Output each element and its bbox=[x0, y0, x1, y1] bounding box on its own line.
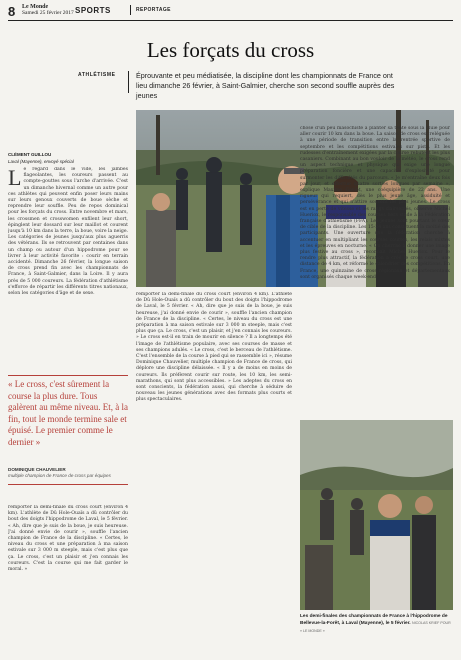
newspaper-brand bbox=[22, 4, 74, 16]
body-column-2: remporter la demi-finale du cross court (environ 4 km). L'athlète de Dû Hole-Ouaïs a dû contrôler du bout des doigts l'hippodrome de Laval, le 5 février. « Ah, dire que je suis de la boue, je suis heureuse, j'ai donné envie de courir », souffle l'ancien champion de France de la discipline. « Certes, le niveau du cross est une préparation à ma saison estivale sur 3 000 m steeple, mais c'est plus que ça. Le cross, c'est un plaisir, et j'en connais les coureurs. » Le cross est-il en train de mourir en silence ? Il a longtemps été l'image de l'athlétisme populaire, avec ses courses de masse et ses champions adulés. « Le cross, c'est le berceau de l'athlétisme. C'est l'ensemble de la course à pied qui se rassemble ici », résume Dominique Chauvelier, multiple champion de France de cross, qui déplore une discipline délaissée. « Il y a de moins en moins de coureurs. Ils préfèrent courir sur route, les 10 km, les semi-marathons, qui sont plus accessibles. » Les adeptes du cross en sont conscients, la fédération aussi, qui cherche à séduire de nouveau les jeunes générations avec des formats plus courts et plus spectaculaires. bbox=[136, 292, 292, 403]
pull-quote-rule-top bbox=[8, 375, 128, 376]
caption-text: Les demi-finales des championnats de France à l'hippodrome de Bellevue-la-Forêt, à Laval (Mayenne), le 5 février. bbox=[300, 614, 448, 627]
headline: Les forçats du cross bbox=[146, 38, 315, 62]
dateline: Laval (Mayenne), envoyé spécial bbox=[8, 159, 74, 164]
pull-quote: « Le cross, c'est sûrement la course la plus dure. Tous galèrent au même niveau. Et, à la fin, tout le monde termine sale et épuisé. Le premier comme le dernier » bbox=[8, 379, 128, 447]
secondary-photo bbox=[300, 420, 453, 610]
page-number: 8 bbox=[8, 4, 16, 19]
deck: Éprouvante et peu médiatisée, la discipline dont les championnats de France ont lieu dimanche 26 février, à Saint-Galmier, cherche son second souffle auprès des jeunes bbox=[136, 71, 395, 100]
section-divider bbox=[130, 5, 131, 15]
issue-date: Samedi 25 février 2017 bbox=[22, 10, 74, 16]
pull-quote-role: multiple champion de France de cross par équipes bbox=[8, 473, 111, 478]
drop-cap: L bbox=[8, 167, 22, 190]
pull-quote-rule-bottom bbox=[8, 484, 128, 485]
header-rule bbox=[8, 20, 453, 21]
body-column-3: chose d'un peu masochiste à planter sa tente sous la pluie pour aller courir 10 km dans la boue. La saison de cross est reléguée à une période de transition entre la rentrée sportive de septembre et les compétitions estivales sur piste. Et les rudesses d'entraînement exigées par la course rebutent les plus casaniers. Combinant au bon vouloir de la météo, le cross rend un aspect technique et physique qui exige une longue préparation foncière et une capacité d'explosivité pour surmonter les difficultés du parcours. « Je m'entraîne deux fois par jour, et effectue quatre sorties longues par semaine », explique Maxime Gaviot, une coéquipière de 22 ans. Une rigueur qui requiert, dès le plus jeune âge, assiduité et persévérance et qui n'attire souvent les plus jeunes. Le cross est en perte de vitesse et les rangs clairsemés, observe Michel Hueriox, le responsable des courses hors stade à la Fédération française d'athlétisme (FFA). Les jeunes sont pourtant le cœur de cible de la discipline. Les 15-24 ans constituent la moitié des participants. Une ouverture que la fédération cherche à accentuer en multipliant les courses courtes, les relais mixtes et les épreuves en nocturne. « On cherche à donner une image plus festive au cross », reconnaît Michel Hueriox. Pour le rendre plus attractif, la fédération a créé le cross court, une distance de 4 km, et réformé le calendrier des compétitions. En France, une quinzaine de cross régionaux et départementaux sont organisés chaque week-end. bbox=[300, 126, 450, 280]
brand-name: Le Monde bbox=[22, 4, 49, 10]
photo-credit: NICOLAS KRIEF POUR « LE MONDE » bbox=[300, 621, 451, 633]
kicker: ATHLÉTISME bbox=[78, 72, 116, 78]
runners-in-field-illustration bbox=[300, 420, 453, 610]
section-title: SPORTS bbox=[75, 6, 111, 15]
pull-quote-author: DOMINIQUE CHAUVELIER bbox=[8, 467, 66, 472]
rubric-label: REPORTAGE bbox=[136, 7, 171, 13]
photo-caption bbox=[300, 614, 453, 635]
deck-divider bbox=[128, 71, 129, 93]
body-column-1-continued: remporter la demi-finale du cross court (environ 4 km). L'athlète de Dû Hole-Ouaïs a dû contrôler du bout des doigts l'hippodrome de Laval, le 5 février. « Ah, dire que je suis de la boue, je suis heureuse. J'ai donné envie de courir », souffle l'ancien champion de France de la discipline. « Certes, le niveau du cross et une préparation à ma saison estivale sur 3 000 m steeple, mais c'est plus que ça. Le cross, c'est un plaisir et j'en connais les coureurs. C'est la course qui me fait garder le moral. » bbox=[8, 505, 128, 573]
byline: CLÉMENT GUILLOU bbox=[8, 152, 52, 157]
column-1-text: e regard dans le vide, les jambes flageolantes, les coureurs passent au compte-gouttes sous l'arche d'arrivée. C'est un dimanche hivernal comme un autre pour ces athlètes qui peuvent enfin poser leurs mains sur leurs genoux couverts de boue sèche et reprendre leur souffle. Peu de repos dominical pour les forçats du cross. Entre novembre et mars, les crossmen et crosswomen enfilent leur short, épinglent leur dossard sur leur maillot et courent jusqu'à 10 km dans la terre, la boue, voire la neige. Les catégories de jeunes jusqu'aux plus aguerris des vétérans. Ils se retrouvent par centaines dans un champ ou autour d'un hippodrome pour se livrer à leur activité favorite : courir en terrain accidenté. Dimanche 26 février, la longue saison de cross prend fin avec les championnats de France, à Saint-Galmier, dans la Loire. Il y aura près de 5 000 coureurs. La fédération d'athlétisme s'efforce de répartir les différents titres nationaux, selon les catégories d'âge et de sexe. bbox=[8, 167, 128, 297]
body-column-1 bbox=[8, 167, 128, 367]
